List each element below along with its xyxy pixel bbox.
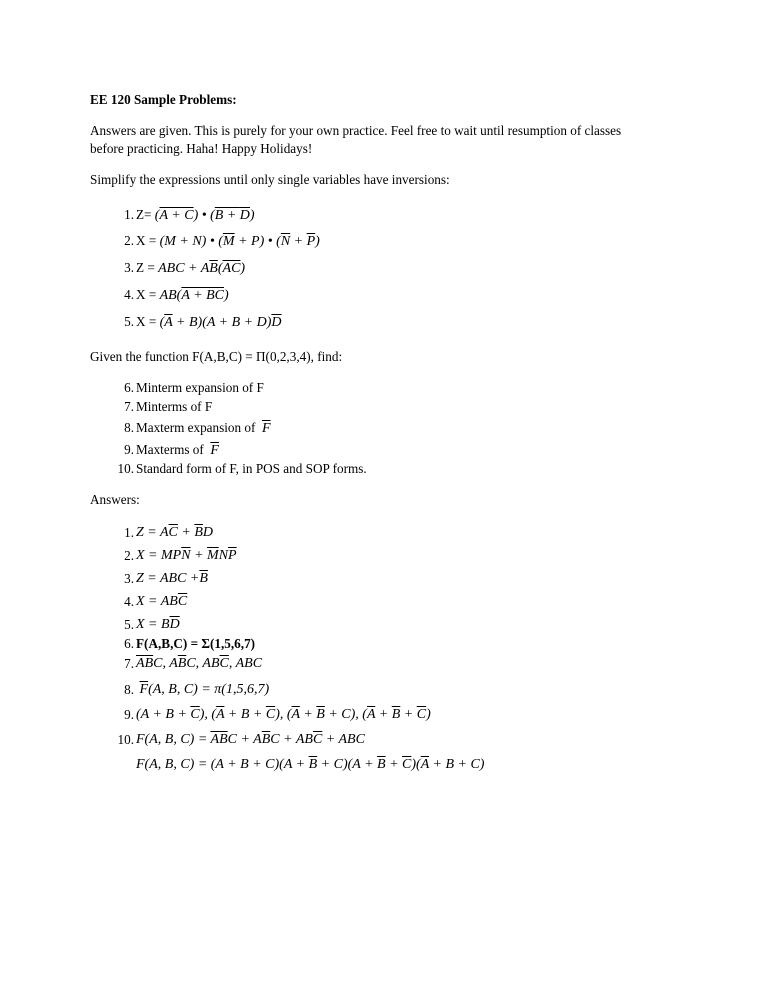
simplify-heading: Simplify the expressions until only single variables have inversions: xyxy=(90,172,450,187)
intro-line-2: before practicing. Haha! Happy Holidays! xyxy=(90,141,313,156)
answers-heading: Answers: xyxy=(90,492,140,507)
function-heading: Given the function F(A,B,C) = Π(0,2,3,4), find: xyxy=(90,349,343,364)
document-page: EE 120 Sample Problems: Answers are given. This is purely for your own practice. Feel free to wait until resumption of classes before practicing. Haha! Happy Holidays! Simplify the expressions until only single variables have inversions: 1. Z= (A + C) • (B + D) 2. X = (M + N) • $(\overline{M} + P)$ • $(\overline{N} + \overline{P})$ 3. Z = ABC + $A\overline{B}(AC)$ 4. X = AB(A + BC) 5. $X = (\overline{A} + B)(A + B + D)\overline{D}$ Given the function F(A,B,C) = Π(0,2,3,4), find: 6. Minterm expansion of F 7. Minterms of F 8. Maxterm expansion of $\overline{F}$ 9. Maxterms of $\overline{F}$ 10. Standard form of F, in POS and SOP forms. Answers: 1. $Z = A\overline{C} + \overline{B}D$ 2. $X = MP\overline{N} + \overline{M}N\overline{P}$ 3. Z = ABC $+\overline{B}$ 4. $X = AB\overline{C}$ 5. $X = B\overline{D}$ 6. F(A,B,C) = Σ(1,5,6,7) 7. $\overline{A}\overline{B}C$, $A\overline{B}C$, $AB\overline{C}$, ABC 8. $\overline{F}(A$, B, C) = π(1,5,6,7) 9. $(A + B + \overline{C})$, $(\overline{A} + B + \overline{C})$, $(\overline{A} + \overline{B} + C)$, $(\overline{A} + \overline{B} + \overline{C})$ 10. F(A, B, $C) = \overline{A}\overline{B}C + A\overline{B}C + AB\overline{C}$ + ABC F(A, B, $C) = (A + B + C)(A + \overline{B} + C)(A + \overline{B} + \overline{C})(\overline{A} + B + C)$ xyxy=(90,92,622,772)
document-title: EE 120 Sample Problems: xyxy=(90,92,237,107)
intro-line-1: Answers are given. This is purely for your own practice. Feel free to wait until resumption of classes xyxy=(90,123,622,138)
